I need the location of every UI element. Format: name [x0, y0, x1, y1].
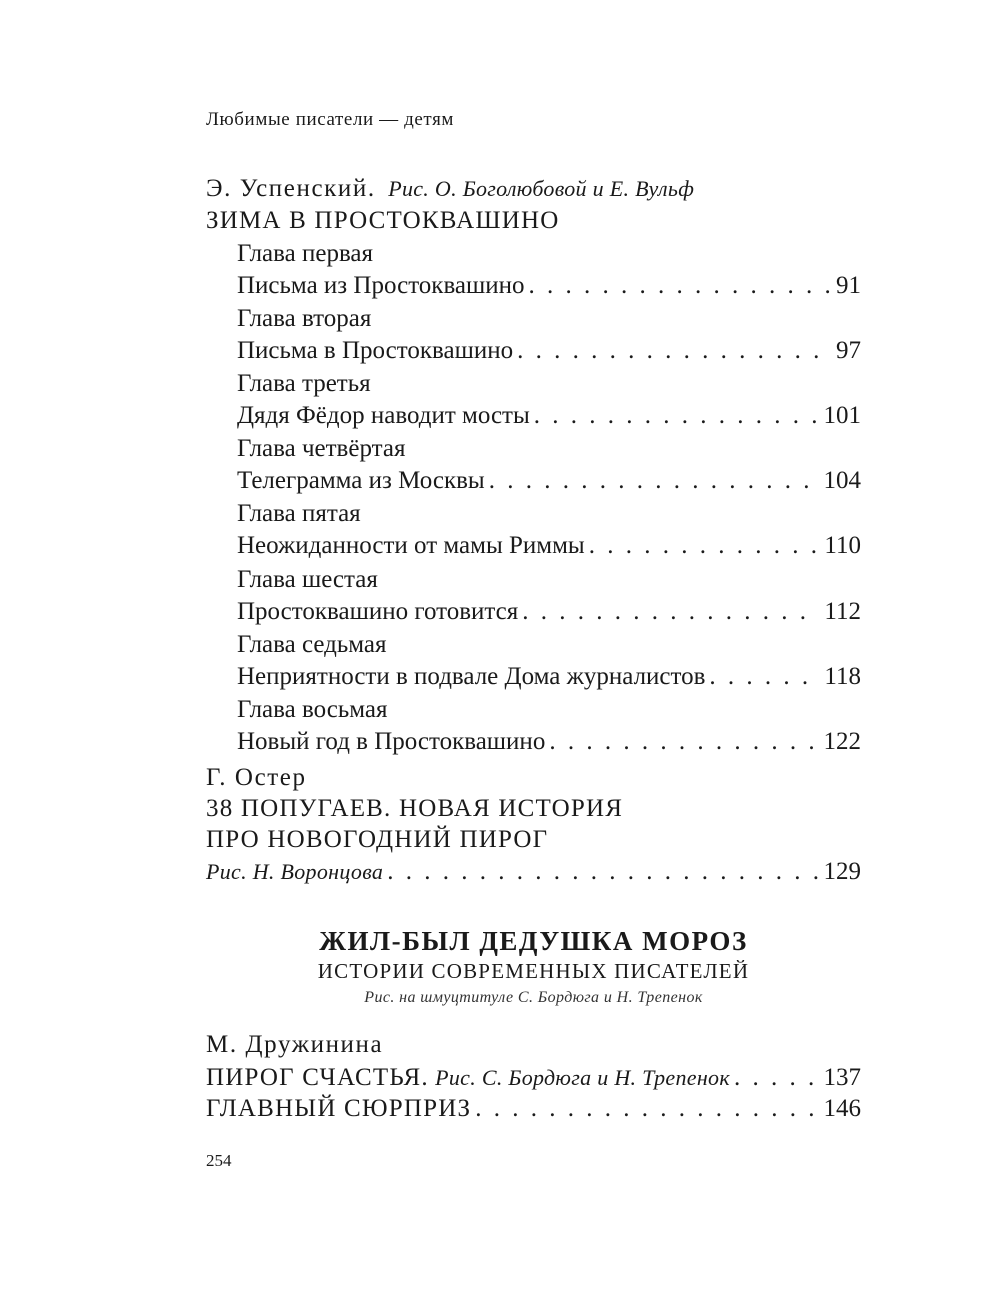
author-name: М. Дружинина: [206, 1031, 384, 1058]
chapter-label: Глава третья: [237, 370, 371, 397]
leader-dots: [589, 530, 819, 562]
author-name: Г. Остер: [206, 764, 307, 791]
toc-page-number: 91: [836, 272, 861, 299]
toc-entry-title: ГЛАВНЫЙ СЮРПРИЗ: [206, 1095, 472, 1122]
author-line-uspensky: [206, 173, 861, 205]
toc-entry[interactable]: [237, 270, 861, 302]
leader-dots: [387, 856, 817, 888]
chapter-label: Глава вторая: [237, 305, 372, 332]
chapter-label: Глава первая: [237, 240, 374, 267]
leader-dots: [522, 596, 818, 628]
toc-entry-title: Новый год в Простоквашино: [237, 728, 546, 755]
page-number: 254: [206, 1151, 232, 1170]
chapter-label: Глава пятая: [237, 500, 361, 527]
leader-dots: [709, 661, 818, 693]
toc-page-number: 110: [824, 532, 861, 559]
toc-entry[interactable]: [237, 596, 861, 628]
toc-entry-title: Телеграмма из Москвы: [237, 467, 485, 494]
toc-entry[interactable]: [206, 856, 861, 888]
work-title: 38 ПОПУГАЕВ. НОВАЯ ИСТОРИЯ: [206, 795, 624, 822]
leader-dots: [475, 1093, 817, 1125]
toc-page-number: 118: [824, 663, 861, 690]
toc-page-number: 97: [836, 337, 861, 364]
toc-entry-title: Письма из Простоквашино: [237, 272, 525, 299]
toc-entry-title: Неприятности в подвале Дома журналистов: [237, 663, 706, 690]
toc-entry-title: Дядя Фёдор наводит мосты: [237, 402, 530, 429]
toc-entry[interactable]: [206, 1062, 861, 1094]
toc-entry-title: Письма в Простоквашино: [237, 337, 514, 364]
toc-entry[interactable]: [237, 465, 861, 497]
toc-page-number: 104: [823, 467, 861, 494]
leader-dots: [534, 400, 818, 432]
leader-dots: [549, 726, 817, 758]
leader-dots: [489, 465, 818, 497]
toc-entry-title: ПИРОГ СЧАСТЬЯ.: [206, 1064, 429, 1091]
leader-dots: [529, 270, 830, 302]
leader-dots: [734, 1062, 818, 1094]
toc-page-number: 146: [823, 1095, 861, 1122]
toc-page-number: 101: [823, 402, 861, 429]
illustrator-credit: Рис. Н. Воронцова: [206, 859, 384, 884]
toc-entry-title: Простоквашино готовится: [237, 598, 519, 625]
toc-page-number: 122: [823, 728, 861, 755]
section-illustrator-credit: Рис. на шмуцтитуле С. Бордюга и Н. Трепенок: [364, 989, 703, 1006]
toc-entry[interactable]: [237, 661, 861, 693]
chapter-label: Глава седьмая: [237, 631, 387, 658]
work-title: ПРО НОВОГОДНИЙ ПИРОГ: [206, 826, 549, 853]
chapter-label: Глава шестая: [237, 566, 378, 593]
toc-entry[interactable]: [206, 1093, 861, 1125]
toc-entry[interactable]: [237, 400, 861, 432]
toc-entry[interactable]: [237, 530, 861, 562]
toc-page-number: 137: [823, 1064, 861, 1091]
toc-entry[interactable]: [237, 726, 861, 758]
toc-page-number: 129: [823, 858, 861, 885]
toc-entry[interactable]: [237, 335, 861, 367]
chapter-label: Глава восьмая: [237, 696, 388, 723]
toc-entry-title: Неожиданности от мамы Риммы: [237, 532, 585, 559]
illustrator-credit: Рис. С. Бордюга и Н. Трепенок: [435, 1065, 730, 1090]
running-head: Любимые писатели — детям: [206, 109, 455, 130]
work-title: ЗИМА В ПРОСТОКВАШИНО: [206, 207, 560, 234]
leader-dots: [517, 335, 830, 367]
author-name: Э. Успенский.: [206, 175, 376, 202]
section-title: ЖИЛ-БЫЛ ДЕДУШКА МОРОЗ: [319, 926, 748, 956]
chapter-label: Глава четвёртая: [237, 435, 406, 462]
illustrator-credit: Рис. О. Боголюбовой и Е. Вульф: [388, 176, 695, 201]
toc-page-number: 112: [824, 598, 861, 625]
section-subtitle: ИСТОРИИ СОВРЕМЕННЫХ ПИСАТЕЛЕЙ: [317, 959, 750, 983]
